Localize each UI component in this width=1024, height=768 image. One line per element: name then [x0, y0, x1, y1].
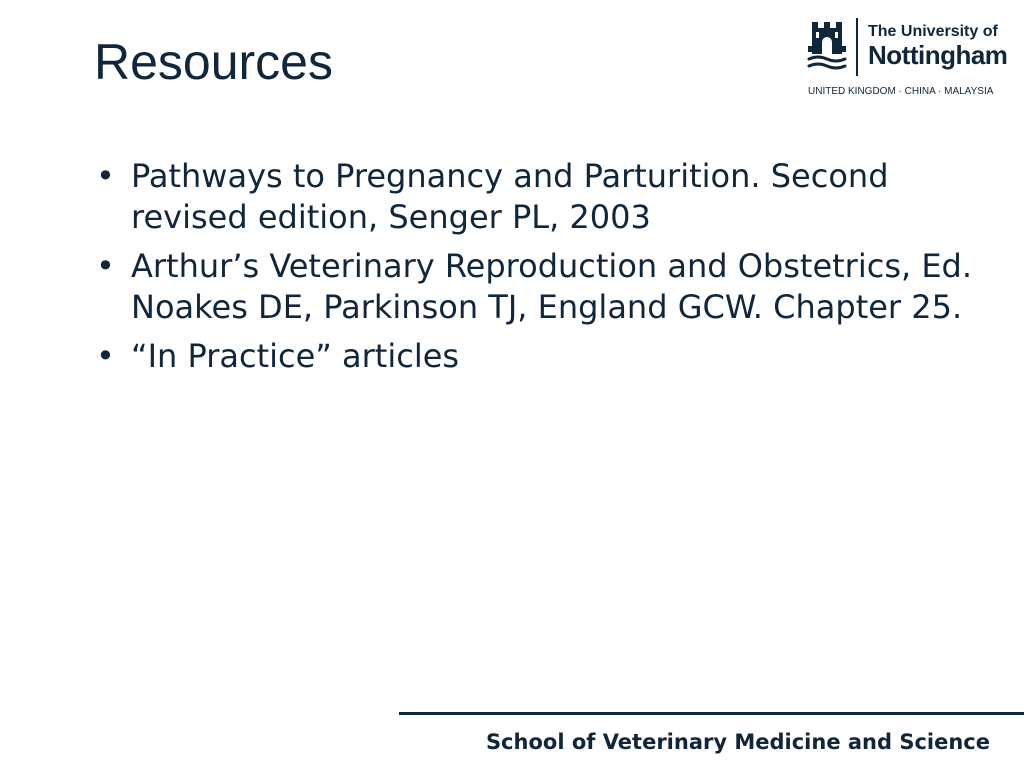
logo-divider	[856, 18, 858, 76]
castle-crest-icon	[806, 18, 848, 74]
list-item	[92, 336, 992, 377]
list-item-text: Pathways to Pregnancy and Parturition. Second revised edition, Senger PL, 2003	[131, 157, 889, 236]
university-logo	[806, 16, 1006, 100]
bullet-dot-icon: •	[96, 157, 115, 195]
list-item	[92, 156, 992, 238]
footer-school-name: School of Veterinary Medicine and Science	[485, 730, 990, 754]
resources-list	[92, 156, 992, 385]
logo-tagline: UNITED KINGDOM · CHINA · MALAYSIA	[808, 86, 994, 97]
bullet-dot-icon: •	[96, 337, 115, 375]
list-item-text: Arthur’s Veterinary Reproduction and Obstetrics, Ed. Noakes DE, Parkinson TJ, England GCW. Chapter 25.	[131, 247, 973, 326]
bullet-dot-icon: •	[96, 247, 115, 285]
list-item	[92, 246, 992, 328]
slide-title: Resources	[94, 34, 333, 90]
footer-rule	[399, 712, 1024, 715]
logo-line-2: Nottingham	[868, 40, 1008, 70]
logo-line-1: The University of	[868, 23, 998, 40]
list-item-text: “In Practice” articles	[131, 337, 460, 375]
